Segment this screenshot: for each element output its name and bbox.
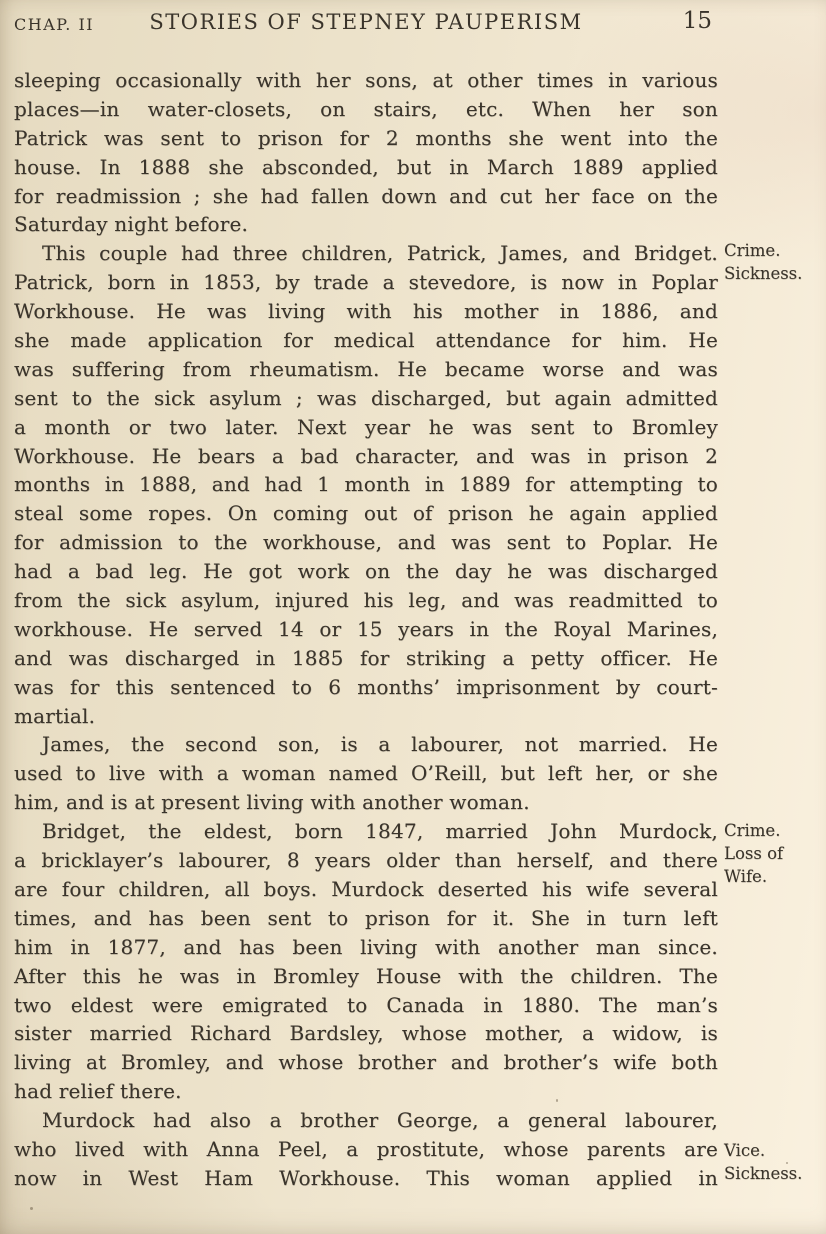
body-line: sister married Richard Bardsley, whose mother, a widow, is (14, 1021, 718, 1046)
body-line: Workhouse. He was living with his mother in 1886, and (14, 299, 718, 324)
paragraph (14, 239, 718, 730)
body-line: sleeping occasionally with her sons, at other times in various (14, 68, 718, 92)
body-line: had relief there. (14, 1079, 182, 1104)
body-text-column (14, 66, 718, 1193)
scan-speck (786, 1162, 788, 1164)
paragraph (14, 1106, 718, 1193)
body-line: him, and is at present living with another woman. (14, 790, 530, 815)
paragraph (14, 817, 718, 1106)
margin-note (724, 239, 822, 285)
margin-note-line: Crime. (724, 241, 781, 260)
paragraph (14, 730, 718, 817)
body-line: Bridget, the eldest, born 1847, married John Murdock, (42, 819, 718, 844)
body-line: are four children, all boys. Murdock deserted his wife several (14, 876, 718, 901)
body-line: After this he was in Bromley House with the children. The (14, 963, 718, 988)
body-line: a bricklayer’s labourer, 8 years older than herself, and there (14, 848, 718, 873)
body-line: Murdock had also a brother George, a general labourer, (42, 1108, 718, 1133)
body-line: and was discharged in 1885 for striking a petty officer. He (14, 645, 718, 670)
running-header (14, 8, 812, 38)
page-number: 15 (682, 8, 712, 34)
margin-note (724, 819, 822, 888)
body-line: him in 1877, and has been living with another man since. (14, 934, 718, 959)
margin-note (724, 1139, 822, 1185)
body-line: Patrick, born in 1853, by trade a stevedore, is now in Poplar (14, 270, 718, 295)
paragraph (14, 66, 718, 239)
body-line: for admission to the workhouse, and was sent to Poplar. He (14, 530, 718, 555)
margin-note-line: Crime. (724, 821, 781, 840)
margin-notes-column (724, 0, 822, 1234)
body-line: Patrick was sent to prison for 2 months she went into the (14, 125, 718, 150)
body-line: was for this sentenced to 6 months’ imprisonment by court- (14, 674, 718, 699)
body-line: from the sick asylum, injured his leg, and was readmitted to (14, 588, 718, 613)
body-line: martial. (14, 703, 96, 728)
body-line: living at Bromley, and whose brother and brother’s wife both (14, 1050, 718, 1075)
body-line: who lived with Anna Peel, a prostitute, whose parents are (14, 1136, 718, 1161)
body-line: was suffering from rheumatism. He became worse and was (14, 356, 718, 381)
scan-speck (30, 1207, 33, 1210)
body-line: now in West Ham Workhouse. This woman applied in (14, 1165, 718, 1190)
body-line: times, and has been sent to prison for it. She in turn left (14, 905, 718, 930)
body-line: a month or two later. Next year he was sent to Bromley (14, 414, 718, 439)
body-line: places—in water-closets, on stairs, etc. When her son (14, 96, 718, 121)
body-line: house. In 1888 she absconded, but in March 1889 applied (14, 154, 718, 179)
margin-note-line: Sickness. (724, 1164, 803, 1183)
margin-note-line: Vice. (724, 1141, 766, 1160)
body-line: This couple had three children, Patrick, James, and Bridget. (42, 241, 718, 266)
body-line: James, the second son, is a labourer, not married. He (42, 732, 718, 757)
body-line: Workhouse. He bears a bad character, and was in prison 2 (14, 443, 718, 468)
body-line: workhouse. He served 14 or 15 years in the Royal Marines, (14, 616, 718, 641)
body-line: two eldest were emigrated to Canada in 1880. The man’s (14, 992, 718, 1017)
body-line: for readmission ; she had fallen down and cut her face on the (14, 183, 718, 208)
page-title: STORIES OF STEPNEY PAUPERISM (149, 10, 583, 34)
body-line: months in 1888, and had 1 month in 1889 for attempting to (14, 472, 718, 497)
margin-note-line: Wife. (724, 867, 768, 886)
body-line: sent to the sick asylum ; was discharged, but again admitted (14, 385, 718, 410)
margin-note-line: Sickness. (724, 264, 803, 283)
body-line: used to live with a woman named O’Reill, but left her, or she (14, 761, 718, 786)
body-line: had a bad leg. He got work on the day he was discharged (14, 559, 718, 584)
margin-note-line: Loss of (724, 844, 784, 863)
body-line: she made application for medical attendance for him. He (14, 328, 718, 353)
chapter-label: CHAP. II (14, 15, 95, 34)
scan-speck (556, 1099, 558, 1102)
body-line: Saturday night before. (14, 212, 249, 237)
body-line: steal some ropes. On coming out of prison he again applied (14, 501, 718, 526)
